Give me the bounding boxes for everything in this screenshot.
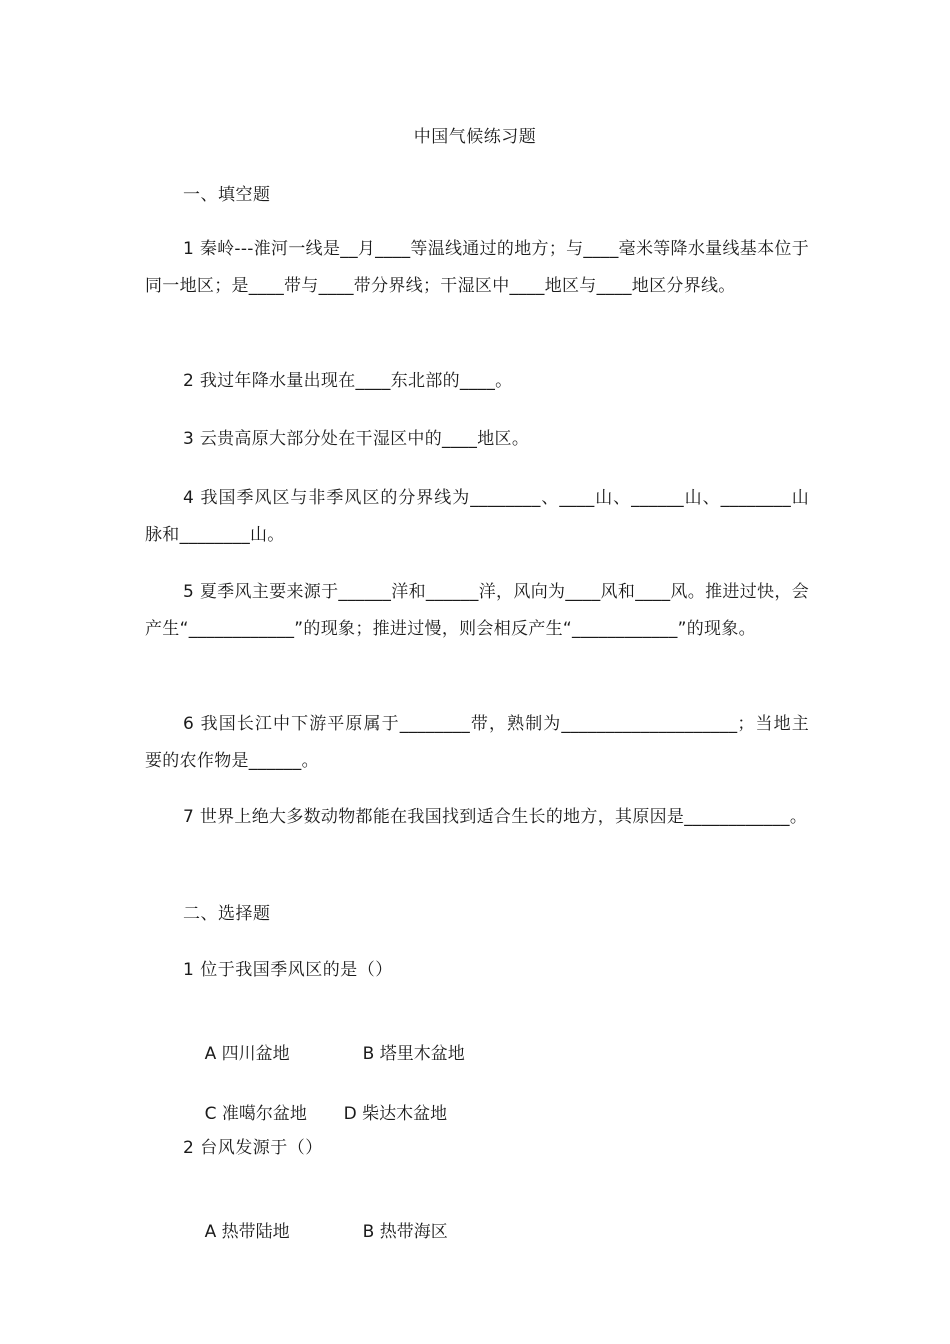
option-c: C 准噶尔盆地 <box>204 1104 307 1124</box>
fill-question-1: 1 秦岭---淮河一线是__月____等温线通过的地方；与____毫米等降水量线基本位于同一地区；是____带与____带分界线；干湿区中____地区与____地区分界线。 <box>145 239 809 296</box>
document-title: 中国气候练习题 <box>413 127 537 147</box>
option-a: A 热带陆地 <box>204 1222 290 1242</box>
fill-question-5: 5 夏季风主要来源于______洋和______洋，风向为____风和____风。推进过快，会产生“____________”的现象；推进过慢，则会相反产生“____________”的现象。 <box>145 582 809 639</box>
option-b: B 热带海区 <box>362 1222 448 1242</box>
fill-question-7: 7 世界上绝大多数动物都能在我国找到适合生长的地方，其原因是____________。 <box>183 807 808 827</box>
option-a: A 四川盆地 <box>204 1044 290 1064</box>
choice-question-2-stem: 2 台风发源于（） <box>183 1138 323 1158</box>
fill-question-2: 2 我过年降水量出现在____东北部的____。 <box>183 371 513 391</box>
choice-question-1-stem: 1 位于我国季风区的是（） <box>183 960 393 980</box>
option-b: B 塔里木盆地 <box>362 1044 465 1064</box>
choice-question-2-options-row-1 <box>183 1193 448 1271</box>
fill-question-6: 6 我国长江中下游平原属于________带，熟制为____________________；当地主要的农作物是______。 <box>145 714 809 771</box>
option-d: D 柴达木盆地 <box>343 1104 448 1124</box>
fill-question-3: 3 云贵高原大部分处在干湿区中的____地区。 <box>183 429 530 449</box>
section-heading-multiple-choice: 二、选择题 <box>183 904 271 924</box>
section-heading-fill-in: 一、填空题 <box>183 185 271 205</box>
fill-question-4: 4 我国季风区与非季风区的分界线为________、____山、______山、________山脉和________山。 <box>145 488 809 545</box>
